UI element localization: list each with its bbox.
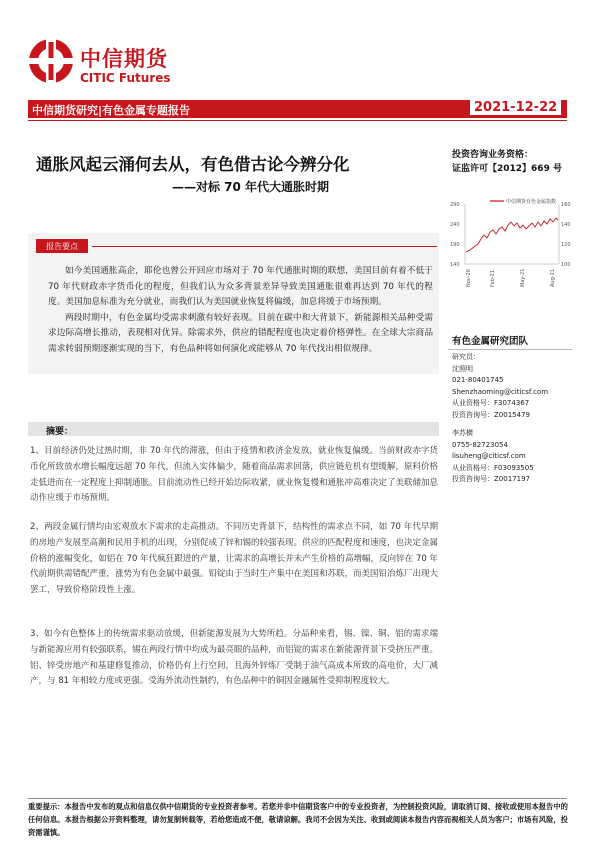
- summary-paragraph: 两段时期中，有色金属均受需求刺激有较好表现。目前在碳中和大背景下，新能源相关品种受需求边际高增长推动，表现相对优异。除需求外，供应的错配程度也决定着价格弹性。在全球大宗商品需求转弱预期逐渐实现的当下，有色品种将如何演化或能够从 70 年代找出相似规律。: [48, 312, 433, 354]
- member-line: 从业资格号：F03093505: [452, 463, 534, 472]
- index-line: [466, 218, 558, 252]
- y-right-ticks: [561, 202, 571, 268]
- member-line: 投资咨询号：Z0017197: [452, 475, 530, 484]
- y-left-tick: 240: [450, 222, 460, 228]
- y-right-tick: 100: [561, 262, 571, 268]
- y-right-tick: 120: [561, 242, 571, 248]
- member-line: 从业资格号：F3074367: [452, 399, 530, 408]
- citic-logo-icon: [28, 38, 74, 84]
- y-right-tick: 160: [561, 202, 571, 208]
- report-subtitle: ——对标 70 年代大通胀时期: [172, 180, 330, 194]
- team-divider: [448, 349, 572, 350]
- footer-disclaimer: 重要提示：本报告中发布的观点和信息仅供中信期货的专业投资者参考。若您并非中信期货客户中的专业投资者，为控制投资风险，请取消订阅、接收或使用本报告中的任何信息。本报告根据公开资料整理，请勿复制转载等，若给您造成不便，敬请谅解。我司不会因为关注、收到或阅读本报告内容而视相关人员为客户；市场有风险，投资需谨慎。: [28, 802, 568, 837]
- chart-title: 中信期货有色金属指数: [506, 199, 557, 205]
- y-right-tick: 140: [561, 222, 571, 228]
- y-left-tick: 190: [450, 242, 460, 248]
- abstract-paragraph-2: 2、两段金属行情均由宏观放水下需求的走高推动。不同历史背景下，结构性的需求点不同，如 70 年代早期的房地产发展至高潮和民用手机的出现，分别促成了锌和锡的较强表现。供应的匹配程度和速度，也决定金属价格的涨幅变化，如铝在 70 年代疯狂跟进的产量，让需求的高增长并未产生价格的高增幅，反向锌在 70 年代前期供需错配严重，涨势为有色金属中最强。铅锭由于当时生产集中在美国和苏联，而美国铅冶炼厂出现大罢工，导致价格阶段性上涨。: [30, 522, 439, 596]
- member-line: 研究员：: [452, 353, 480, 361]
- team-name: 有色金属研究团队: [452, 336, 529, 347]
- member-line: 李苏横: [452, 429, 473, 437]
- abstract-label: 摘要：: [46, 427, 74, 437]
- report-series-label: 中信期货研究|有色金属专题报告: [32, 104, 191, 117]
- x-tick: May-21: [520, 268, 526, 287]
- y-left-tick: 290: [450, 202, 460, 208]
- y-left-ticks: [450, 202, 460, 268]
- team-member-2: [452, 428, 534, 486]
- y-left-tick: 140: [450, 262, 460, 268]
- report-title: 通胀风起云涌何去从，有色借古论今辨分化: [36, 155, 350, 174]
- summary-tag: 报告要点: [36, 239, 88, 253]
- metals-index-chart: [448, 192, 573, 290]
- team-member-1: [452, 352, 548, 422]
- summary-paragraph: 如今美国通胀高企，耶伦也曾公开回应市场对于 70 年代通胀时期的联想，美国目前有着不低于 70 年代财政赤字货币化的程度，但我们认为众多背景差异导致美国通胀很难再达到 70 年代的程度。美国加息标准为充分就业，而我们认为美国就业恢复将偏缓，加息将缓于市场预期。: [48, 266, 433, 308]
- brand-name-cn: 中信期货: [80, 47, 168, 71]
- summary-body: [48, 264, 433, 358]
- member-line: 0755-82723054: [452, 440, 508, 449]
- abstract-paragraph-3: 3、如今有色整体上的传统需求驱动放缓，但新能源发展为大势所趋。分品种来看，锡、镍、铜、铝的需求端与新能源应用有较强联系，锡在两段行情中均成为最亮眼的品种，而铝锭的需求在新能源背景下受挤压严重。铝、锌受房地产和基建修复推动，价格仍有上行空间，且海外锌炼厂受制于油气高成本所致的高电价，大厂减产，与 81 年相较力度或更强。受海外流动性制约，有色品种中的铜因金融属性受抑制程度较大。: [30, 629, 439, 687]
- summary-divider: [92, 246, 437, 247]
- member-line: 沈照明: [452, 364, 473, 373]
- member-line: Shenzhaoming@citicsf.com: [452, 387, 549, 396]
- abstract-header: [28, 422, 439, 436]
- x-tick: Aug-21: [550, 269, 556, 287]
- abstract-paragraph-1: 1、目前经济仍处过热时期，非 70 年代的滞涨，但由于疫情和救济金发放，就业恢复偏缓。当前财政赤字货币化所致放水增长幅度远超 70 年代，但流入实体偏少，随着商品需求回落，供应链危机有望缓解，原料价格走低进而在一定程度上抑制通胀。目前流动性已经开始边际收紧，就业恢复慢和通胀冲高难决定了美联储加息动作应缓于市场预期。: [30, 446, 439, 504]
- brand-name-en: CITIC Futures: [80, 71, 171, 85]
- header-divider: [28, 120, 567, 121]
- x-tick: Nov-20: [466, 269, 472, 287]
- x-tick: Feb-21: [490, 269, 496, 287]
- footer-divider: [28, 798, 567, 799]
- x-ticks: [466, 269, 556, 287]
- member-line: lisuheng@citicsf.com: [452, 452, 526, 461]
- report-date: 2021-12-22: [470, 100, 561, 115]
- member-line: 投资咨询号：Z0015479: [452, 410, 530, 419]
- license-line-1: 投资咨询业务资格：: [452, 150, 534, 160]
- license-line-2: 证监许可【2012】669 号: [452, 164, 562, 174]
- member-line: 021-80401745: [452, 376, 504, 385]
